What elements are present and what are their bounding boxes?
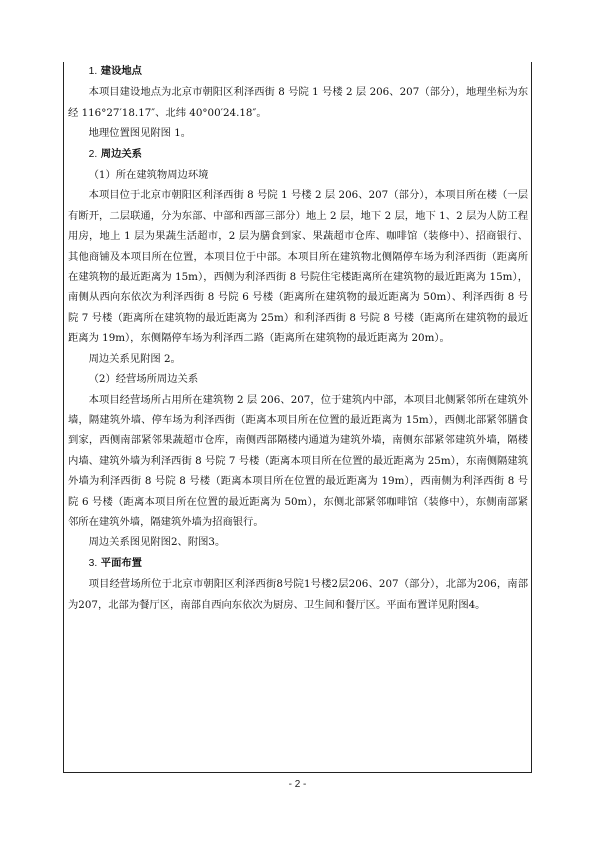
paragraph-building-figure-ref: 周边关系见附图 2。 — [88, 352, 181, 365]
paragraph-location-address: 本项目建设地点为北京市朝阳区利泽西街 8 号院 1 号楼 2 层 206、207（部分），地理坐标为东经 116°27′18.17″、北纬 40°00′24.18″。 — [68, 86, 528, 119]
paragraph-layout: 项目经营场所位于北京市朝阳区利泽西街8号院1号楼2层206、207（部分），北部为206，南部为207，北部为餐厅区，南部自西向东依次为厨房、卫生间和餐厅区。平面布置详见附图4。 — [68, 578, 528, 611]
section-heading-surroundings: 2. 周边关系 — [88, 147, 142, 160]
section-heading-layout: 3. 平面布置 — [88, 556, 142, 569]
paragraph-site-relations: 本项目经营场所占用所在建筑物 2 层 206、207，位于建筑内中部，本项目北侧紧邻所在建筑外墙，隔建筑外墙、停车场为利泽西街（距离本项目所在位置的最近距离为 15m），西侧北部紧邻膳食到家，西侧南部紧邻果蔬超市仓库，南侧西部隔楼内通道为建筑外墙，南侧东部紧邻建筑外墙，隔楼内墙、建筑外墙为利泽西街 8 号院 7 号楼（距离本项目所在位置的最近距离为 25m），东南侧隔建筑外墙为利泽西街 8 号院 8 号楼（距离本项目所在位置的最近距离为 19m），西南侧为利泽西街 8 号院 6 号楼（距离本项目所在位置的最近距离为 50m），东侧北部紧邻咖啡馆（装修中），东侧南部紧邻所在建筑外墙，隔建筑外墙为招商银行。 — [68, 393, 528, 528]
subheading-site-relations: （2）经营场所周边关系 — [88, 373, 199, 386]
paragraph-location-figure-ref: 地理位置图见附图 1。 — [88, 127, 192, 140]
paragraph-site-figure-ref: 周边关系图见附图2、附图3。 — [88, 536, 226, 549]
section-heading-location: 1. 建设地点 — [88, 65, 142, 77]
subheading-building-environment: （1）所在建筑物周边环境 — [88, 169, 209, 182]
document-body — [68, 61, 528, 615]
page-number: - 2 - — [288, 779, 307, 790]
paragraph-building-environment: 本项目位于北京市朝阳区利泽西街 8 号院 1 号楼 2 层 206、207（部分），本项目所在楼（一层有断开，二层联通，分为东部、中部和西部三部分）地上 2 层，地下 2 层，地下 1、2 层为人防工程用房，地上 1 层为果蔬生活超市，2 层为膳食到家、果蔬超市仓库、咖啡馆（装修中）、招商银行、其他商铺及本项目所在位置，本项目位于中部。本项目所在建筑物北侧隔停车场为利泽西街（距离所在建筑物的最近距离为 15m），西侧为利泽西街 8 号院住宅楼距离所在建筑物的最近距离为 15m），南侧从西向东依次为利泽西街 8 号院 6 号楼（距离所在建筑物的最近距离为 50m）、利泽西街 8 号院 7 号楼（距离所在建筑物的最近距离为 25m）和利泽西街 8 号院 8 号楼（距离所在建筑物的最近距离为 19m），东侧隔停车场为利泽西二路（距离所在建筑物的最近距离为 20m）。 — [68, 189, 528, 345]
